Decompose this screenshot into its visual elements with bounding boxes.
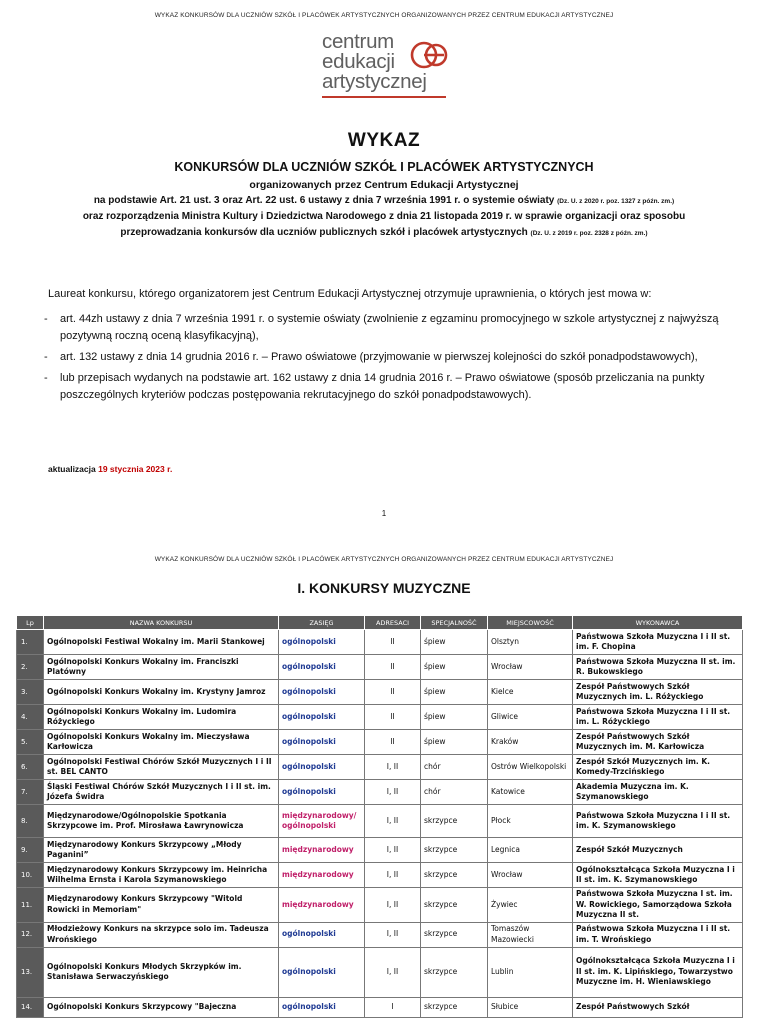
table-body xyxy=(17,630,743,1018)
running-header: WYKAZ KONKURSÓW DLA UCZNIÓW SZKÓŁ I PLACÓWEK ARTYSTYCZNYCH ORGANIZOWANYCH PRZEZ CENTRUM EDUKACJI ARTYSTYCZNEJ xyxy=(154,12,614,19)
contest-organizer: Państwowa Szkoła Muzyczna I st. im. W. Rowickiego, Samorządowa Szkoła Muzyczna II st. xyxy=(573,888,743,923)
main-title: WYKAZ xyxy=(347,130,421,151)
row-number: 3. xyxy=(17,680,44,705)
contest-name: Młodzieżowy Konkurs na skrzypce solo im. Tadeusza Wrońskiego xyxy=(44,922,279,947)
update-label: aktualizacja xyxy=(48,464,96,474)
contest-scope: ogólnopolski xyxy=(279,755,365,780)
list-item xyxy=(44,349,724,366)
table-row xyxy=(17,863,743,888)
contest-city: Kielce xyxy=(488,680,573,705)
contest-name: Ogólnopolski Konkurs Wokalny im. Franciszki Platówny xyxy=(44,655,279,680)
contest-specialty: śpiew xyxy=(421,630,488,655)
contest-name: Ogólnopolski Konkurs Wokalny im. Mieczysława Karłowicza xyxy=(44,730,279,755)
contest-scope: międzynarodowy/ ogólnopolski xyxy=(279,805,365,838)
contest-name: Ogólnopolski Konkurs Młodych Skrzypków im. Stanisława Serwaczyńskiego xyxy=(44,947,279,997)
contest-name: Ogólnopolski Festiwal Wokalny im. Marii Stankowej xyxy=(44,630,279,655)
running-header: WYKAZ KONKURSÓW DLA UCZNIÓW SZKÓŁ I PLACÓWEK ARTYSTYCZNYCH ORGANIZOWANYCH PRZEZ CENTRUM EDUKACJI ARTYSTYCZNEJ xyxy=(154,556,614,563)
contest-scope: ogólnopolski xyxy=(279,730,365,755)
update-date: 19 stycznia 2023 r. xyxy=(98,464,173,474)
header-city: MIEJSCOWOŚĆ xyxy=(488,616,573,630)
contest-specialty: śpiew xyxy=(421,730,488,755)
contest-organizer: Państwowa Szkoła Muzyczna I i II st. im. L. Różyckiego xyxy=(573,705,743,730)
row-number: 12. xyxy=(17,922,44,947)
list-dash: - xyxy=(44,313,48,325)
contest-organizer: Państwowa Szkoła Muzyczna II st. im. R. Bukowskiego xyxy=(573,655,743,680)
contest-city: Olsztyn xyxy=(488,630,573,655)
header-lp: Lp xyxy=(17,616,44,630)
table-header-row xyxy=(17,616,743,630)
contest-name: Ogólnopolski Konkurs Wokalny im. Krystyny Jamroz xyxy=(44,680,279,705)
contest-addressees: I, II xyxy=(365,863,421,888)
row-number: 8. xyxy=(17,805,44,838)
contest-addressees: I, II xyxy=(365,922,421,947)
table-row xyxy=(17,997,743,1017)
contest-specialty: skrzypce xyxy=(421,805,488,838)
contest-addressees: I, II xyxy=(365,888,421,923)
contest-organizer: Zespół Państwowych Szkół Muzycznych im. M. Karłowicza xyxy=(573,730,743,755)
table-row xyxy=(17,922,743,947)
list-item xyxy=(44,370,724,404)
header-name: NAZWA KONKURSU xyxy=(44,616,279,630)
contest-name: Międzynarodowy Konkurs Skrzypcowy "Witold Rowicki in Memoriam" xyxy=(44,888,279,923)
contest-scope: ogólnopolski xyxy=(279,997,365,1017)
contest-scope: ogólnopolski xyxy=(279,705,365,730)
contest-organizer: Zespół Państwowych Szkół Muzycznych im. L. Różyckiego xyxy=(573,680,743,705)
contest-scope: międzynarodowy xyxy=(279,888,365,923)
contest-organizer: Zespół Państwowych Szkół xyxy=(573,997,743,1017)
regulation-ref: (Dz. U. z 2019 r. poz. 2328 z późn. zm.) xyxy=(530,230,648,237)
header-organizer: WYKONAWCA xyxy=(573,616,743,630)
document-page-2 xyxy=(0,540,768,1024)
regulation-text: przeprowadzania konkursów dla uczniów publicznych szkół i placówek artystycznych xyxy=(120,227,528,238)
contest-specialty: skrzypce xyxy=(421,922,488,947)
cea-mark-icon xyxy=(410,38,450,72)
contest-name: Ogólnopolski Konkurs Skrzypcowy "Bajeczna xyxy=(44,997,279,1017)
regulation-line-1: oraz rozporządzenia Ministra Kultury i Dziedzictwa Narodowego z dnia 21 listopada 2019 r. w sprawie organizacji oraz sposobu xyxy=(82,211,686,222)
contest-scope: ogólnopolski xyxy=(279,655,365,680)
contest-addressees: I, II xyxy=(365,838,421,863)
row-number: 11. xyxy=(17,888,44,923)
contest-scope: ogólnopolski xyxy=(279,922,365,947)
list-dash: - xyxy=(44,351,48,363)
row-number: 7. xyxy=(17,780,44,805)
row-number: 1. xyxy=(17,630,44,655)
contest-city: Katowice xyxy=(488,780,573,805)
intro-paragraph: Laureat konkursu, którego organizatorem jest Centrum Edukacji Artystycznej otrzymuje uprawnienia, o których jest mowa w: xyxy=(48,288,652,300)
contest-addressees: II xyxy=(365,630,421,655)
contest-specialty: śpiew xyxy=(421,705,488,730)
contest-addressees: II xyxy=(365,705,421,730)
subtitle: KONKURSÓW DLA UCZNIÓW SZKÓŁ I PLACÓWEK ARTYSTYCZNYCH xyxy=(174,160,594,174)
table-row xyxy=(17,655,743,680)
regulation-line-2 xyxy=(0,227,768,238)
contest-organizer: Państwowa Szkoła Muzyczna I i II st. im. K. Szymanowskiego xyxy=(573,805,743,838)
contests-table xyxy=(16,615,743,1018)
row-number: 9. xyxy=(17,838,44,863)
contest-city: Ostrów Wielkopolski xyxy=(488,755,573,780)
contest-scope: ogólnopolski xyxy=(279,780,365,805)
contest-name: Międzynarodowy Konkurs Skrzypcowy „Młody Paganini” xyxy=(44,838,279,863)
organizer-line: organizowanych przez Centrum Edukacji Artystycznej xyxy=(249,179,519,191)
contest-scope: międzynarodowy xyxy=(279,838,365,863)
legal-basis-text: na podstawie Art. 21 ust. 3 oraz Art. 22 ust. 6 ustawy z dnia 7 września 1991 r. o systemie oświaty xyxy=(93,195,555,206)
logo-underline xyxy=(322,96,446,98)
table-row xyxy=(17,947,743,997)
header-addressees: ADRESACI xyxy=(365,616,421,630)
contest-city: Kraków xyxy=(488,730,573,755)
contest-addressees: I, II xyxy=(365,755,421,780)
table-row xyxy=(17,888,743,923)
contest-addressees: II xyxy=(365,730,421,755)
contest-specialty: skrzypce xyxy=(421,997,488,1017)
contest-organizer: Państwowa Szkoła Muzyczna I i II st. im. T. Wrońskiego xyxy=(573,922,743,947)
contest-addressees: I, II xyxy=(365,947,421,997)
contest-specialty: chór xyxy=(421,755,488,780)
contest-city: Słubice xyxy=(488,997,573,1017)
section-title: I. KONKURSY MUZYCZNE xyxy=(297,580,471,596)
list-item-text: lub przepisach wydanych na podstawie art. 162 ustawy z dnia 14 grudnia 2016 r. – Prawo oświatowe (sposób przeliczania na punkty poszczególnych kryteriów podczas postępowania rekrutacyjnego do szkół ponadpodstawowych). xyxy=(60,372,705,401)
contest-city: Tomaszów Mazowiecki xyxy=(488,922,573,947)
list-dash: - xyxy=(44,372,48,384)
table-row xyxy=(17,730,743,755)
table-row xyxy=(17,630,743,655)
contest-scope: ogólnopolski xyxy=(279,947,365,997)
contest-city: Legnica xyxy=(488,838,573,863)
contest-city: Płock xyxy=(488,805,573,838)
row-number: 10. xyxy=(17,863,44,888)
contest-addressees: I, II xyxy=(365,805,421,838)
legal-basis-ref: (Dz. U. z 2020 r. poz. 1327 z późn. zm.) xyxy=(557,198,675,205)
logo-line-3: artystycznej xyxy=(322,70,427,93)
contest-specialty: skrzypce xyxy=(421,838,488,863)
list-item-text: art. 44zh ustawy z dnia 7 września 1991 r. o systemie oświaty (zwolnienie z egzaminu promocyjnego w szkole artystycznej z najwyższą pozytywną roczną oceną klasyfikacyjną), xyxy=(60,313,719,342)
contest-name: Ogólnopolski Konkurs Wokalny im. Ludomira Różyckiego xyxy=(44,705,279,730)
contest-organizer: Ogólnokształcąca Szkoła Muzyczna I i II st. im. K. Szymanowskiego xyxy=(573,863,743,888)
table-row xyxy=(17,680,743,705)
contest-organizer: Państwowa Szkoła Muzyczna I i II st. im. F. Chopina xyxy=(573,630,743,655)
cea-logo xyxy=(322,30,452,114)
contest-name: Międzynarodowy Konkurs Skrzypcowy im. Heinricha Wilhelma Ernsta i Karola Szymanowskiego xyxy=(44,863,279,888)
contest-specialty: skrzypce xyxy=(421,888,488,923)
table-row xyxy=(17,780,743,805)
contest-city: Gliwice xyxy=(488,705,573,730)
contest-scope: ogólnopolski xyxy=(279,630,365,655)
table-row xyxy=(17,838,743,863)
contest-organizer: Zespół Szkół Muzycznych im. K. Komedy-Trzcińskiego xyxy=(573,755,743,780)
contest-specialty: skrzypce xyxy=(421,947,488,997)
row-number: 13. xyxy=(17,947,44,997)
list-item xyxy=(44,311,724,345)
contest-scope: międzynarodowy xyxy=(279,863,365,888)
contest-organizer: Zespół Szkół Muzycznych xyxy=(573,838,743,863)
contest-addressees: I, II xyxy=(365,780,421,805)
contest-addressees: I xyxy=(365,997,421,1017)
contest-specialty: śpiew xyxy=(421,655,488,680)
legal-basis-line xyxy=(0,195,768,206)
contest-name: Ogólnopolski Festiwal Chórów Szkół Muzycznych I i II st. BEL CANTO xyxy=(44,755,279,780)
contest-city: Lublin xyxy=(488,947,573,997)
row-number: 5. xyxy=(17,730,44,755)
contest-name: Międzynarodowe/Ogólnopolskie Spotkania Skrzypcowe im. Prof. Mirosława Ławrynowicza xyxy=(44,805,279,838)
table-row xyxy=(17,705,743,730)
table-row xyxy=(17,755,743,780)
table-row xyxy=(17,805,743,838)
logo-line-1: centrum xyxy=(322,30,394,53)
contest-specialty: chór xyxy=(421,780,488,805)
contest-specialty: śpiew xyxy=(421,680,488,705)
row-number: 2. xyxy=(17,655,44,680)
page-number: 1 xyxy=(381,509,387,518)
contest-organizer: Akademia Muzyczna im. K. Szymanowskiego xyxy=(573,780,743,805)
contest-specialty: skrzypce xyxy=(421,863,488,888)
row-number: 6. xyxy=(17,755,44,780)
row-number: 4. xyxy=(17,705,44,730)
entitlement-list xyxy=(44,311,724,408)
contest-addressees: II xyxy=(365,680,421,705)
contest-city: Żywiec xyxy=(488,888,573,923)
contest-name: Śląski Festiwal Chórów Szkół Muzycznych I i II st. im. Józefa Świdra xyxy=(44,780,279,805)
header-specialty: SPECJALNOŚĆ xyxy=(421,616,488,630)
update-note xyxy=(48,464,172,474)
logo-line-2: edukacji xyxy=(322,50,395,73)
contest-city: Wrocław xyxy=(488,863,573,888)
contest-addressees: II xyxy=(365,655,421,680)
list-item-text: art. 132 ustawy z dnia 14 grudnia 2016 r. – Prawo oświatowe (przyjmowanie w pierwszej kolejności do szkół ponadpodstawowych), xyxy=(60,351,698,363)
header-scope: ZASIĘG xyxy=(279,616,365,630)
row-number: 14. xyxy=(17,997,44,1017)
contest-city: Wrocław xyxy=(488,655,573,680)
contest-organizer: Ogólnokształcąca Szkoła Muzyczna I i II st. im. K. Lipińskiego, Towarzystwo Muzyczne im. H. Wieniawskiego xyxy=(573,947,743,997)
contest-scope: ogólnopolski xyxy=(279,680,365,705)
